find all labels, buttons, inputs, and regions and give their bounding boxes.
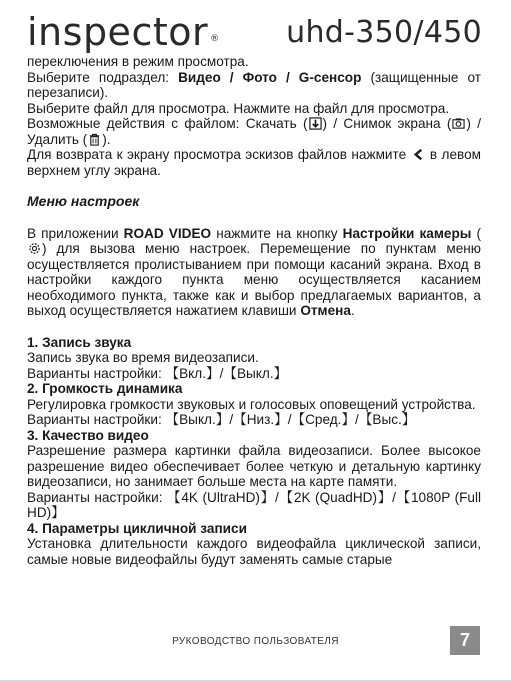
intro-line-1: переключения в режим просмотра.: [27, 54, 249, 69]
intro-line-3: Выберите файл для просмотра. Нажмите на файл для просмотра.: [27, 100, 450, 116]
page-content: [27, 54, 481, 567]
item-title: 2. Громкость динамика: [27, 381, 183, 396]
item-options: Варианты настройки: 【Выкл.】/【Низ.】/【Сред.】/【Выс.】: [27, 412, 416, 427]
screenshot-camera-icon: [452, 117, 465, 130]
settings-gear-icon: [28, 242, 41, 255]
item-options: Варианты настройки: 【Вкл.】/【Выкл.】: [27, 365, 288, 381]
text: (: [471, 225, 482, 241]
settings-paragraph: [27, 226, 481, 319]
text: нажмите на кнопку: [211, 225, 343, 241]
item-description: Регулировка громкости звуковых и голосовых оповещений устройства.: [27, 396, 476, 412]
item-description: Запись звука во время видеозаписи.: [27, 350, 259, 365]
text: ).: [102, 131, 111, 147]
brand-logo: [27, 10, 220, 54]
item-title: 3. Качество видео: [27, 427, 149, 443]
back-chevron-icon: [412, 148, 425, 161]
item-title: 4. Параметры цикличной записи: [27, 520, 247, 536]
item-description: Установка длительности каждого видеофайла циклической записи, самые новые видеофайлы будут заменять самые старые: [27, 536, 481, 567]
page-header: [0, 0, 511, 56]
subsection-names: Видео / Фото / G-сенсор: [178, 69, 362, 85]
download-icon: [309, 117, 322, 130]
text: ) для вызова меню настроек. Перемещение по пунктам меню осуществляется пролистыванием при помощи касаний экрана. Вход в настройки каждого пункта меню осуществляется касанием необходимого пункта, также как и выбор предлагаемых вариантов, а выход осуществляется нажатием клавиши: [27, 241, 481, 318]
text: (защищенные от перезаписи).: [27, 69, 481, 100]
text: в левом верхнем углу экрана.: [27, 147, 481, 178]
page-footer: [0, 626, 511, 656]
model-name: uhd-350/450: [286, 15, 482, 50]
text: ) / Удалить (: [27, 116, 481, 147]
page-number: 7: [450, 626, 480, 655]
text: .: [350, 303, 355, 318]
item-description: Разрешение размера картинки файла видеозаписи. Более высокое разрешение видео обеспечивает более четкую и детальную картинку видеозаписи, но занимает больше места на карте памяти.: [27, 443, 481, 489]
camera-settings-button-label: Настройки камеры: [342, 225, 472, 241]
text: В приложении: [27, 225, 124, 241]
section-title-settings: Меню настроек: [27, 193, 140, 209]
intro-line-4: [27, 116, 481, 147]
registered-mark: ®: [210, 34, 220, 44]
intro-line-5: [27, 147, 481, 178]
trash-icon: [88, 133, 101, 146]
text: ) / Снимок экрана (: [322, 116, 452, 131]
intro-line-2: [27, 70, 481, 101]
text: Выберите подраздел:: [27, 69, 179, 85]
cancel-key-label: Отмена: [300, 303, 351, 318]
app-name: ROAD VIDEO: [123, 225, 212, 241]
text: Возможные действия с файлом: Скачать (: [27, 116, 308, 131]
brand-name: inspector: [27, 10, 209, 54]
footer-title: РУКОВОДСТВО ПОЛЬЗОВАТЕЛЯ: [172, 636, 339, 647]
text: Для возврата к экрану просмотра эскизов файлов нажмите: [27, 147, 411, 162]
item-options: Варианты настройки: 【4K (UltraHD)】/【2K (QuadHD)】/【1080P (Full HD)】: [27, 489, 481, 520]
item-title: 1. Запись звука: [27, 334, 132, 350]
